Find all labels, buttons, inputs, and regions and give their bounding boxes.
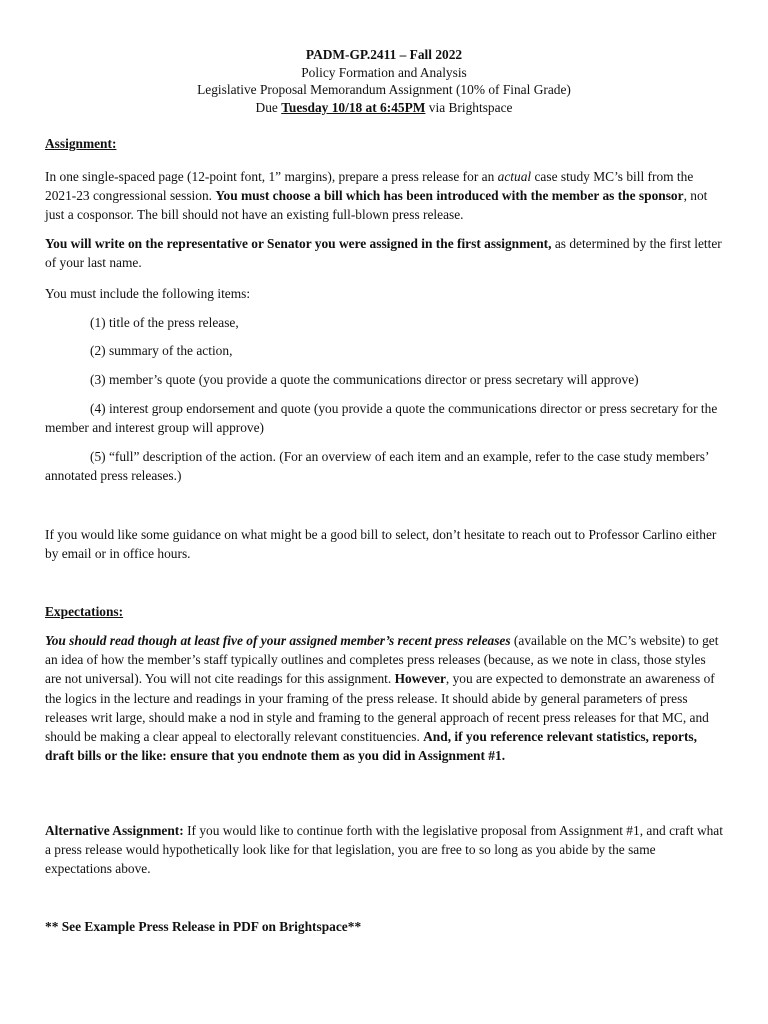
guidance-paragraph: If you would like some guidance on what might be a good bill to select, don’t hesitate to reach out to Professor Carlino either by email or in office hours. <box>45 527 717 562</box>
list-item: (4) interest group endorsement and quote (you provide a quote the communications director or press secretary for the member and interest group will approve) <box>45 401 718 436</box>
p1-text-c: , not just a cosponsor. The bill should not have an existing full-blown press release. <box>45 188 708 223</box>
expectations-text-b: , you are expected to demonstrate an awareness of the logics in the lecture and readings in your framing of the press release. It should abide by general parameters of press releases writ large, should make a nod in style and framing to the general approach of recent press releases for that MC, and should be making a clear appeal to electorally relevant constituencies. <box>45 671 715 745</box>
expectations-heading: Expectations: <box>45 604 124 619</box>
assignment-paragraph-1 <box>45 167 723 225</box>
due-date: Tuesday 10/18 at 6:45PM <box>281 99 426 115</box>
expectations-lead: You should read though at least five of your assigned member’s recent press releases <box>45 633 511 648</box>
p1-italic: actual <box>497 169 532 184</box>
p1-bold: You must choose a bill which has been introduced with the member as the sponsor <box>215 188 684 204</box>
due-line <box>45 99 723 117</box>
p1-text-b: case study MC’s bill from the 2021-23 congressional session. <box>45 169 694 204</box>
expectations-however: However <box>394 671 446 687</box>
due-suffix: via Brightspace <box>425 99 513 115</box>
list-item: (1) title of the press release, <box>90 315 239 330</box>
items-intro: You must include the following items: <box>45 286 251 301</box>
alternative-label: Alternative Assignment: <box>45 823 184 838</box>
p2-rest: as determined by the first letter of your last name. <box>45 236 722 271</box>
due-prefix: Due <box>255 99 282 115</box>
alternative-text: If you would like to continue forth with the legislative proposal from Assignment #1, and craft what a press release would hypothetically look like for that legislation, you are free to so long as you abide by the same expectations above. <box>45 823 723 877</box>
expectations-closing: And, if you reference relevant statistics, reports, draft bills or the like: ensure that you endnote them as you did in Assignment #1. <box>45 729 697 764</box>
course-code: PADM-GP.2411 – Fall 2022 <box>305 47 463 62</box>
course-title: Policy Formation and Analysis <box>301 64 467 80</box>
list-item: (2) summary of the action, <box>90 343 233 358</box>
assignment-paragraph-2 <box>45 234 723 272</box>
example-press-release-note: ** See Example Press Release in PDF on Brightspace** <box>45 919 362 934</box>
expectations-paragraph <box>45 631 723 765</box>
alternative-assignment-paragraph <box>45 821 723 879</box>
p1-text-a: In one single-spaced page (12-point font, 1” margins), prepare a press release for an <box>45 169 498 184</box>
document-header <box>45 46 723 116</box>
expectations-text-a: (available on the MC’s website) to get an idea of how the member’s staff typically outlines and completes press releases (because, as we note in class, those styles are not universal). You will not cite readings for this assignment. <box>45 633 719 687</box>
assignment-heading: Assignment: <box>45 136 117 151</box>
assignment-title: Legislative Proposal Memorandum Assignment (10% of Final Grade) <box>197 82 571 97</box>
p2-bold: You will write on the representative or Senator you were assigned in the first assignment, <box>45 236 552 251</box>
list-item: (3) member’s quote (you provide a quote the communications director or press secretary will approve) <box>90 372 639 387</box>
list-item: (5) “full” description of the action. (For an overview of each item and an example, refer to the case study members’ annotated press releases.) <box>45 449 709 484</box>
